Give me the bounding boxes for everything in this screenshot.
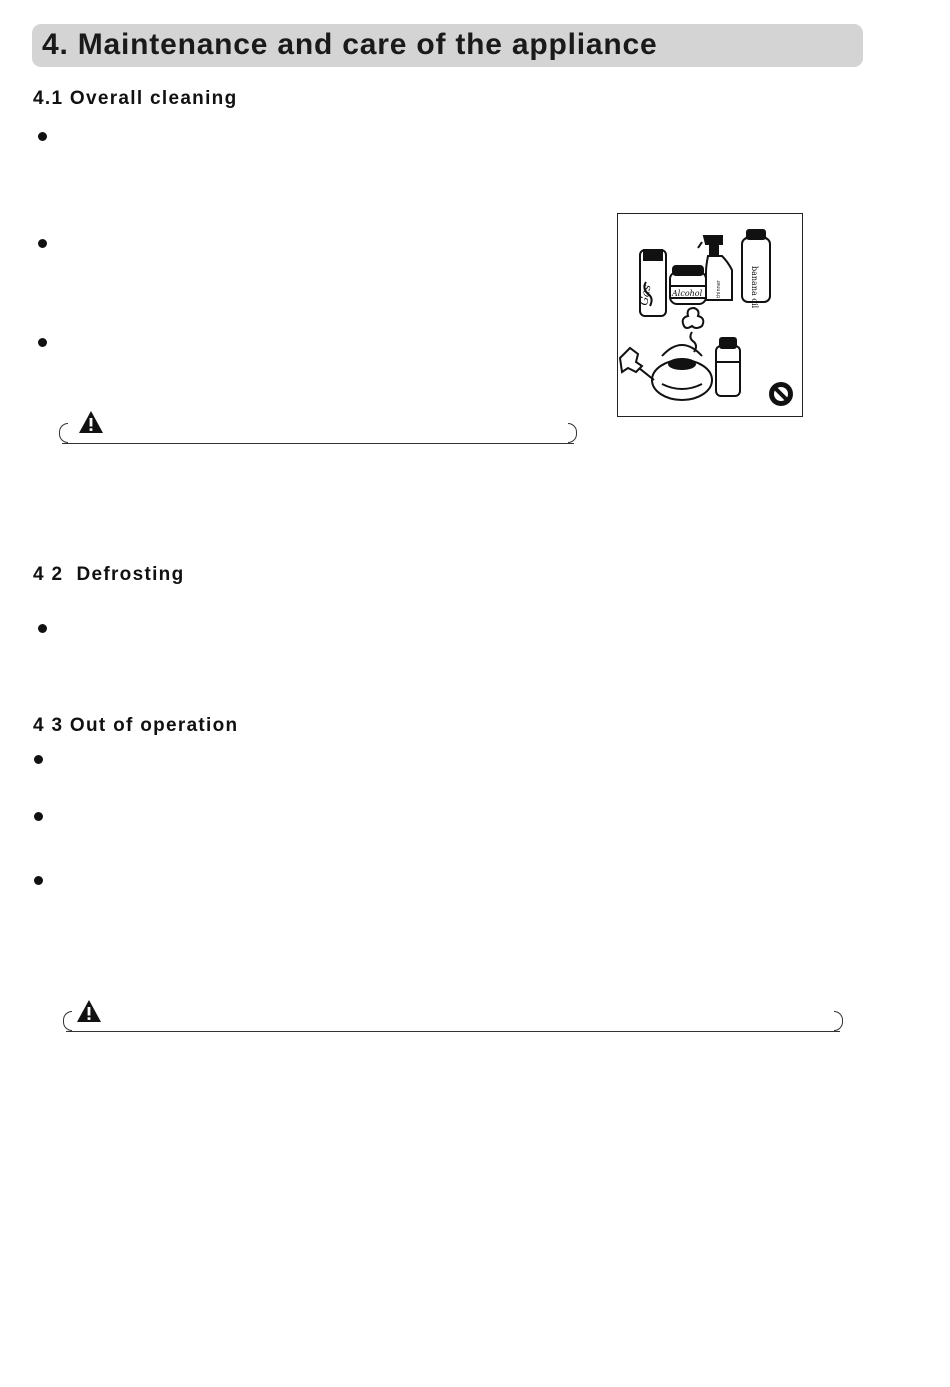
kettle-icon [620,345,712,400]
section-heading-out-of-operation: 4 3 Out of operation [33,715,239,736]
warning-box [66,1011,840,1032]
page-title: 4. Maintenance and care of the appliance [42,28,658,61]
bullet-point [34,755,43,764]
section-heading-overall-cleaning: 4.1 Overall cleaning [33,88,238,109]
alcohol-jar-icon [670,266,706,304]
thinner-bottle-icon [742,230,770,309]
bullet-point [38,132,47,141]
bullet-point [34,812,43,821]
warning-icon [78,410,104,434]
flammable-substances-illustration [617,213,803,417]
title-bar [32,24,863,67]
warning-box [62,423,574,444]
gas-bottle-icon [637,250,666,316]
warning-icon [76,999,102,1023]
gas-label: Gas [637,283,654,307]
prohibited-icon [769,382,793,406]
alcohol-label: Alcohol [672,289,703,298]
section-heading-defrosting: 4 2 Defrosting [33,564,185,585]
banana-oil-label: banana oil [750,266,759,309]
bullet-point [38,624,47,633]
bullet-point [38,239,47,248]
bullet-point [38,338,47,347]
thinner-label: thinner [716,280,722,298]
bullet-point [34,876,43,885]
small-bottle-icon [716,338,740,396]
